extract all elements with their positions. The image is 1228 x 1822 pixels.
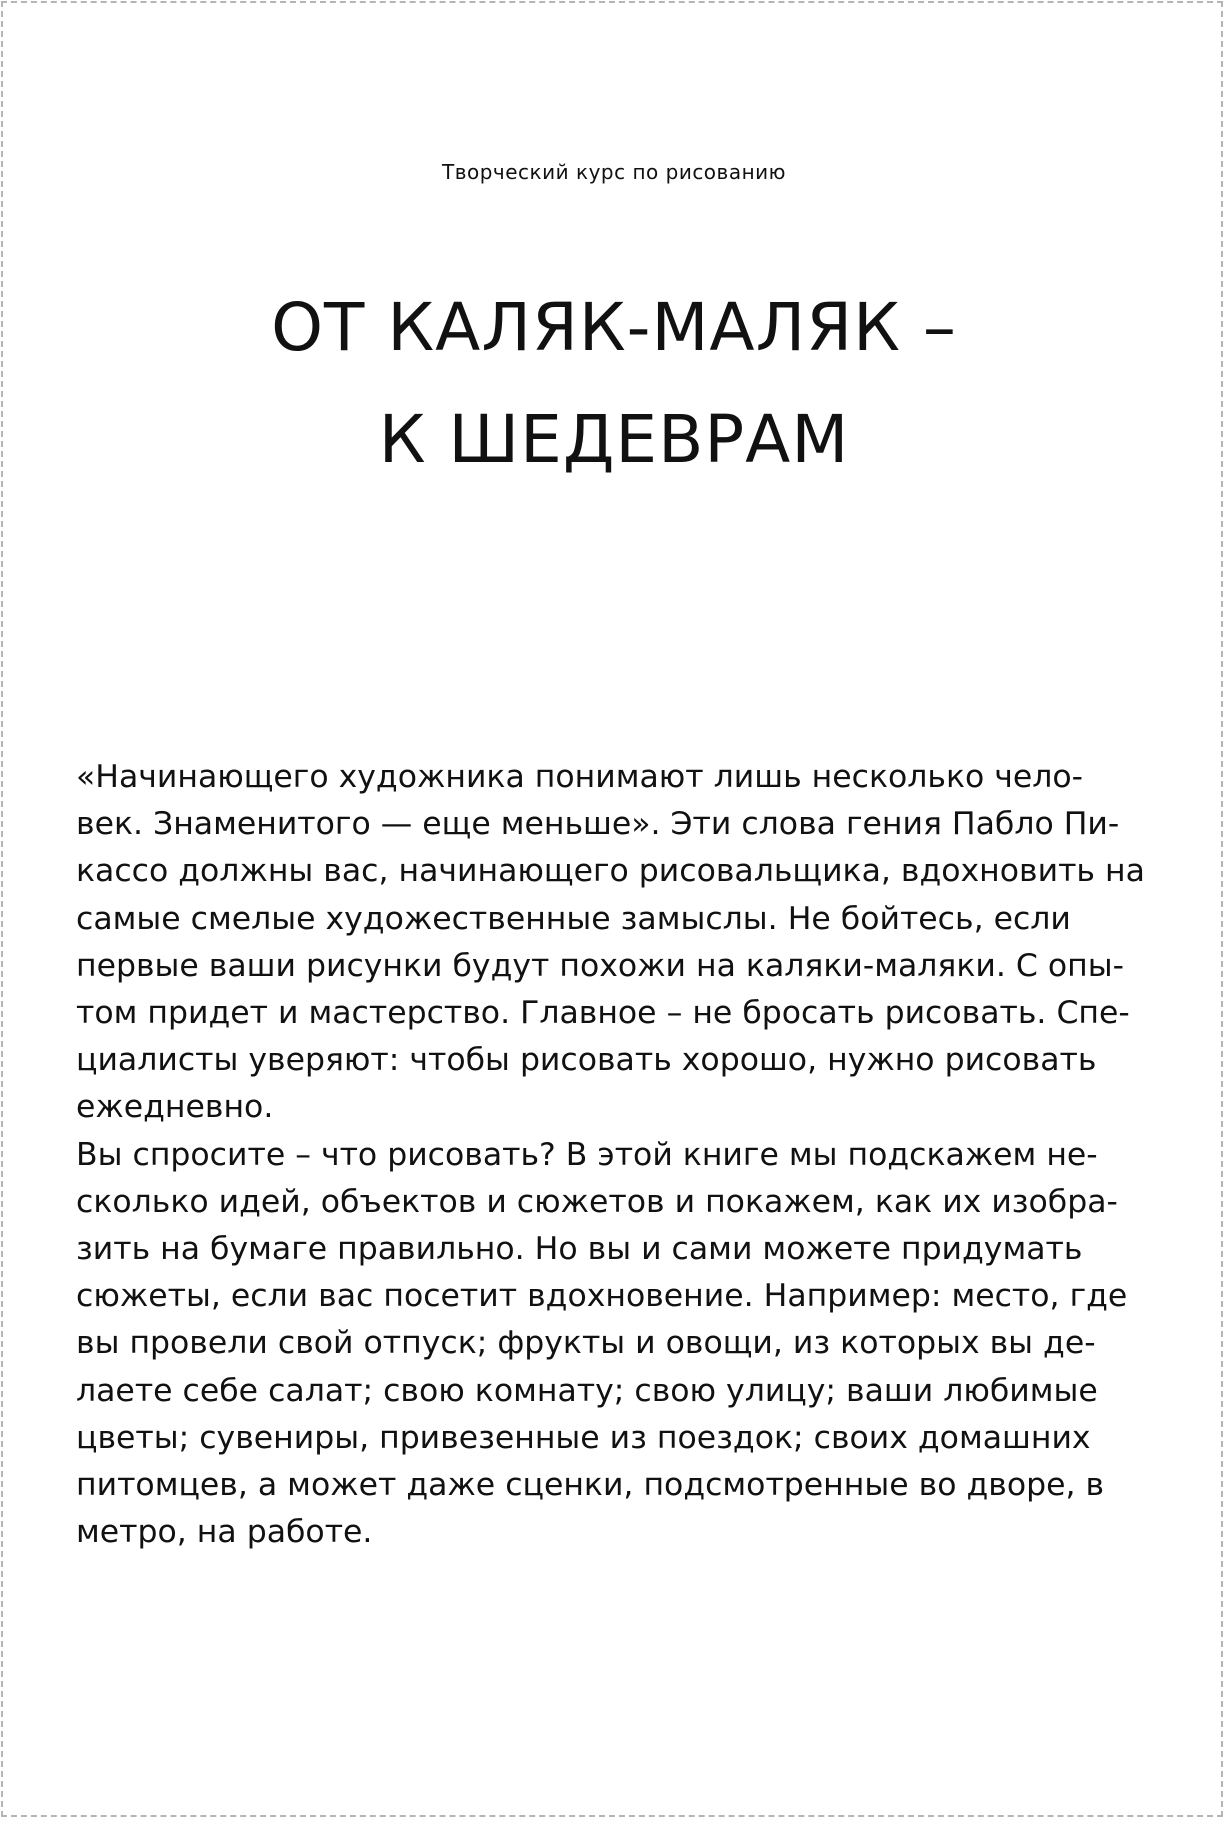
- body-line: питомцев, а может даже сценки, подсмотренные во дворе, в: [76, 1467, 1105, 1504]
- body-line: вы провели свой отпуск; фрукты и овощи, из которых вы де-: [76, 1325, 1096, 1362]
- page-subtitle: Творческий курс по рисованию: [442, 160, 786, 184]
- body-line: сюжеты, если вас посетит вдохновение. Например: место, где: [76, 1278, 1128, 1315]
- body-line: том придет и мастерство. Главное – не бросать рисовать. Спе-: [76, 995, 1130, 1032]
- body-line: кассо должны вас, начинающего рисовальщика, вдохновить на: [76, 853, 1145, 890]
- body-line: век. Знаменитого — еще меньше». Эти слова гения Пабло Пи-: [76, 806, 1120, 843]
- body-line: ежедневно.: [76, 1089, 274, 1126]
- title-line: К ШЕДЕВРАМ: [378, 401, 850, 478]
- body-line: сколько идей, объектов и сюжетов и покажем, как их изобра-: [76, 1183, 1118, 1220]
- body-line: циалисты уверяют: чтобы рисовать хорошо, нужно рисовать: [76, 1042, 1097, 1079]
- body-line: первые ваши рисунки будут похожи на каляки-маляки. С опы-: [76, 947, 1124, 984]
- title-line: ОТ КАЛЯК-МАЛЯК –: [271, 289, 957, 366]
- body-line: самые смелые художественные замыслы. Не бойтесь, если: [76, 900, 1071, 937]
- body-line: цветы; сувениры, привезенные из поездок; своих домашних: [76, 1419, 1091, 1456]
- page-title: [0, 272, 1228, 496]
- body-line: лаете себе салат; свою комнату; свою улицу; ваши любимые: [76, 1372, 1098, 1409]
- body-line: метро, на работе.: [76, 1514, 373, 1551]
- body-line: Вы спросите – что рисовать? В этой книге мы подскажем не-: [76, 1136, 1098, 1173]
- body-paragraphs: [76, 754, 1176, 1556]
- body-line: «Начинающего художника понимают лишь несколько чело-: [76, 759, 1084, 795]
- body-line: зить на бумаге правильно. Но вы и сами можете придумать: [76, 1231, 1083, 1268]
